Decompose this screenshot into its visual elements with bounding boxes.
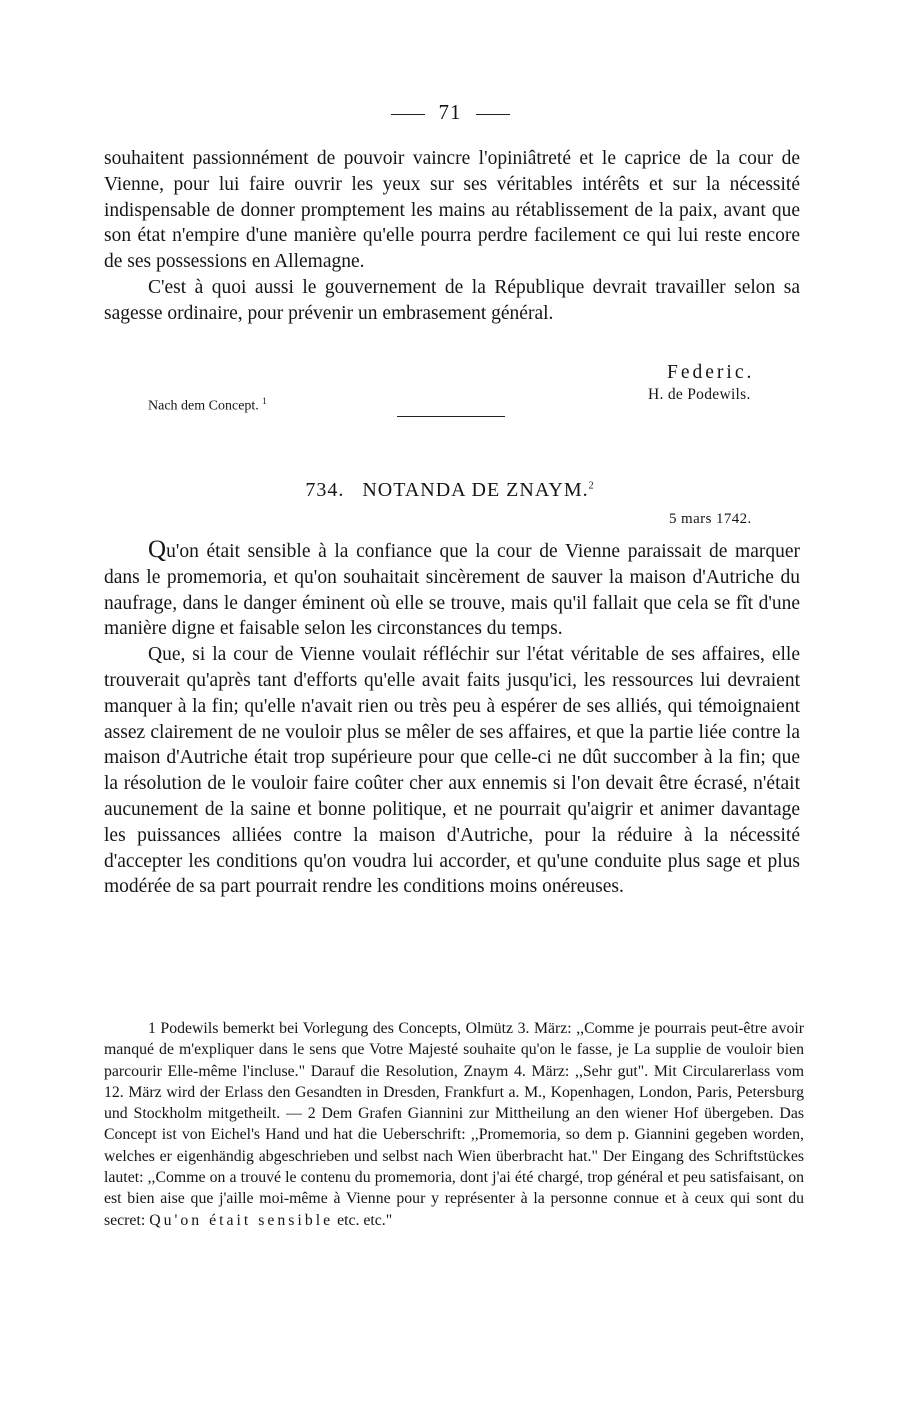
footnote-ref-1: 1	[262, 396, 267, 406]
footnote-ref-2: 2	[588, 480, 595, 492]
document-heading	[0, 479, 900, 502]
signer-podewils: H. de Podewils.	[648, 386, 751, 403]
section-divider	[397, 416, 505, 417]
source-note	[148, 396, 267, 415]
footnotes	[104, 1018, 804, 1231]
footnote-body: 1 Podewils bemerkt bei Vorlegung des Concepts, Olmütz 3. März: ,,Comme je pourrais peut-être avoir manqué de m'expliquer dans le sens que Votre Majesté souhaite qu'on le fasse, je La supplie de vouloir bien parcourir Elle-même l'incluse." Darauf die Resolution, Znaym 4. März: ,,Sehr gut". Mit Circularerlass vom 12. März wird der Erlass den Gesandten in Dresden, Frankfurt a. M., Kopenhagen, London, Paris, Petersburg und Stockholm mitgetheilt. — 2 Dem Grafen Giannini zur Mittheilung an den wiener Hof übergeben. Das Concept ist von Eichel's Hand und hat die Ueberschrift: ,,Promemoria, so dem p. Giannini gegeben worden, welches er eigenhändig abgeschrieben und selbst nach Wien überbracht hat." Der Eingang des Schriftstückes lautet: ,,Comme on a trouvé le contenu du promemoria, dont j'ai été chargé, trop général et peu satisfaisant, on est bien aise que j'aille moi-même à Vienne pour y représenter à la personne connue et à ceux qui sont du secret:	[104, 1020, 804, 1229]
page-number-dash-right	[476, 114, 510, 115]
footnote-tail: etc. etc."	[337, 1211, 393, 1229]
letter-paragraph-2: C'est à quoi aussi le gouvernement de la République devrait travailler selon sa sagesse ordinaire, pour prévenir un embrasement général.	[104, 276, 800, 324]
letter-body	[104, 146, 800, 327]
page-number-value: 71	[438, 100, 462, 124]
initial-letter: Q	[148, 536, 167, 563]
page-number-dash-left	[391, 114, 425, 115]
source-note-text: Nach dem Concept.	[148, 398, 259, 414]
page-number	[0, 100, 900, 125]
document-title: NOTANDA DE ZNAYM.	[362, 479, 589, 501]
footnote-text	[104, 1018, 804, 1231]
document-paragraph-1-text: u'on était sensible à la confiance que la cour de Vienne paraissait de marquer dans le promemoria, et qu'on souhaitait sincèrement de sauver la maison d'Autriche du naufrage, dans le danger éminent où elle se trouve, mais qu'il fallait que cela se fît d'une manière digne et faisable selon les circonstances du temps.	[104, 541, 800, 640]
letter-paragraph-1: souhaitent passionnément de pouvoir vaincre l'opiniâtreté et le caprice de la cour de Vienne, pour lui faire ouvrir les yeux sur ses véritables intérêts et sur la nécessité indispensable de donner promptement les mains au rétablissement de la paix, avant que son état n'empire d'une manière qu'elle pourra perdre facilement ce qui lui reste encore de ses possessions en Allemagne.	[104, 148, 800, 273]
document-body	[104, 537, 800, 900]
document-paragraph-2: Que, si la cour de Vienne voulait réfléchir sur l'état véritable de ses affaires, elle trouverait qu'après tant d'efforts qu'elle avait faits jusqu'ici, les ressources lui devraient manquer à la fin; qu'elle n'avait rien ou très peu à espérer de ses alliés, qui témoignaient assez clairement de ne vouloir plus se mêler de ses affaires, et que la partie liée contre la maison d'Autriche était trop supérieure pour que celle-ci ne dût succomber à la fin; que la résolution de le vouloir faire coûter cher aux ennemis si l'on devait être écrasé, n'était aucunement de la saine et bonne politique, et ne pourrait qu'aigrir et animer davantage les puissances alliées contre la maison d'Autriche, pour la réduire à la nécessité d'accepter les conditions qu'on voudra lui accorder, et qu'une conduite plus sage et plus modérée de sa part pourrait rendre les conditions moins onéreuses.	[104, 644, 800, 898]
document-number: 734.	[305, 479, 345, 501]
signature-federic: Federic.	[667, 362, 755, 383]
footnote-quoted-incipit: Qu'on était sensible	[149, 1211, 334, 1229]
document-date: 5 mars 1742.	[669, 511, 752, 527]
document-paragraph-1	[104, 537, 800, 642]
